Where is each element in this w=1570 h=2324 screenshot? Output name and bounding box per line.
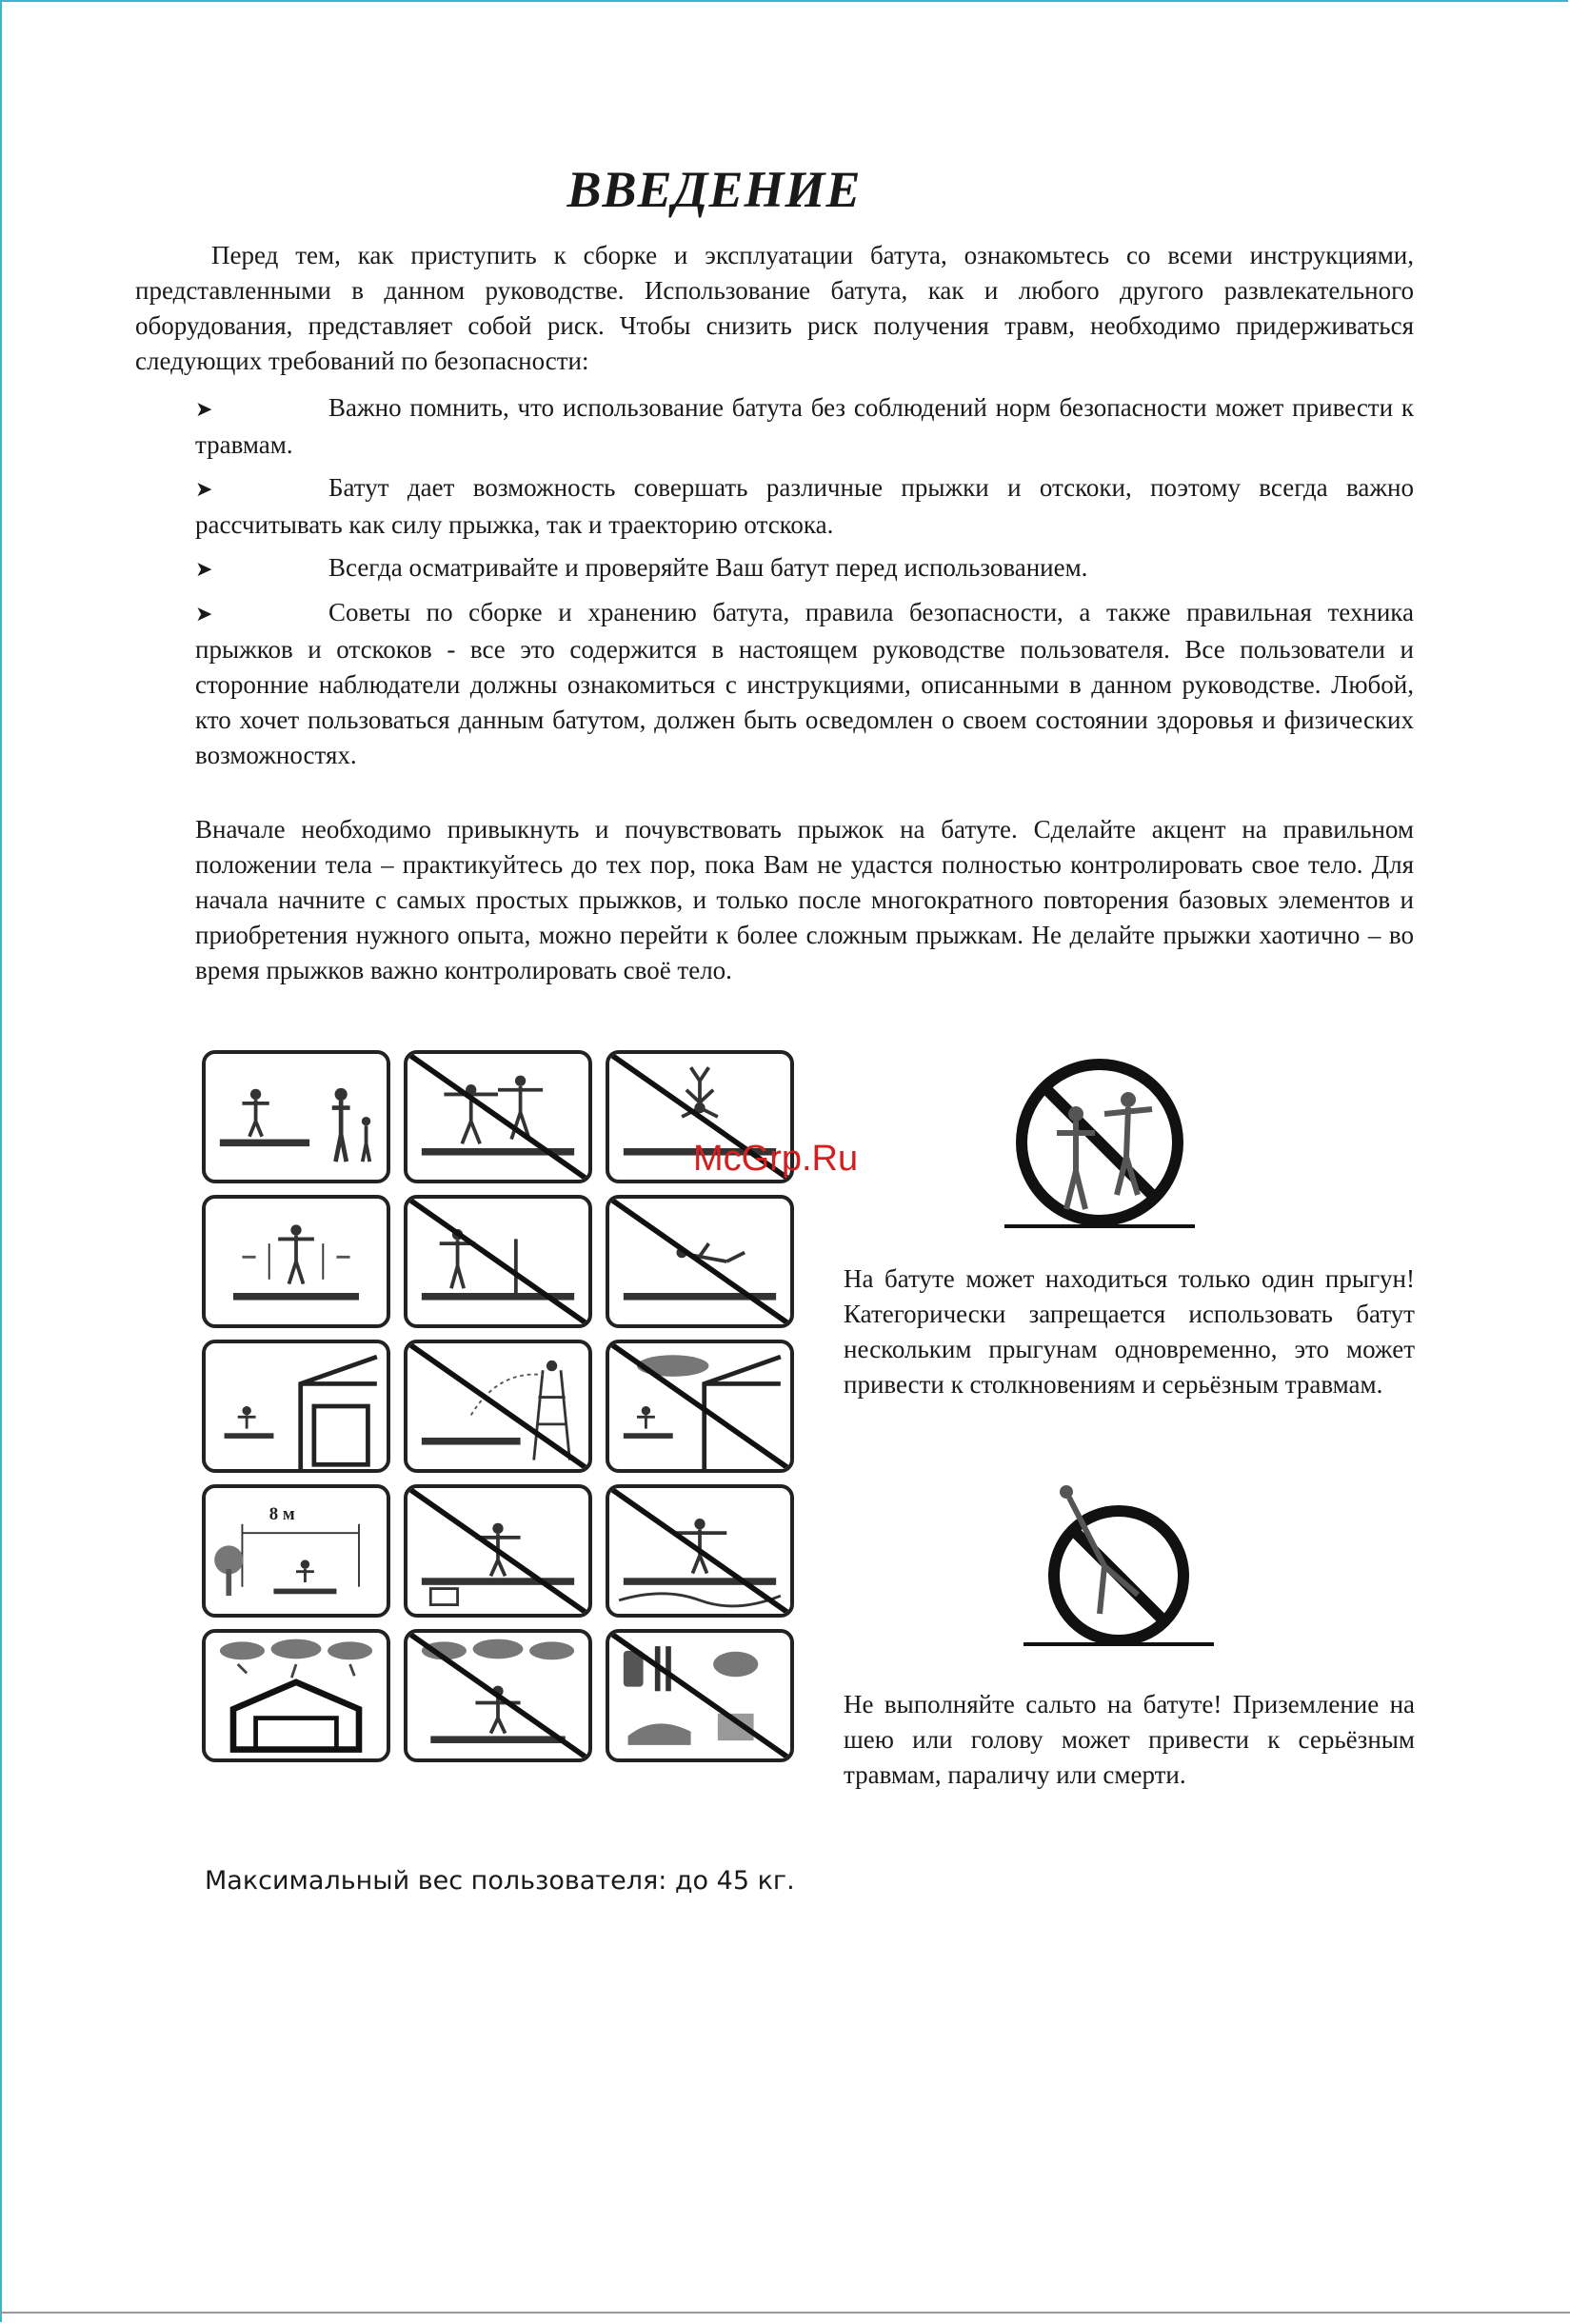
pictogram-no-objects-under (404, 1484, 592, 1618)
arrow-bullet-icon: ➤ (195, 398, 213, 422)
list-item-text: Всегда осматривайте и проверяйте Ваш батут перед использованием. (328, 553, 1088, 582)
pictogram-no-shoes-pets-sharp-objects (606, 1629, 794, 1762)
pictogram-no-trampoline-under-roof (606, 1340, 794, 1473)
footer-divider (0, 2312, 1570, 2314)
pictogram-no-jump-in-bad-weather (404, 1629, 592, 1762)
pictogram-safe-distance (202, 1484, 390, 1618)
list-item-text: Советы по сборке и хранению батута, правила безопасности, а также правильная техника прыжков и отскоков - все это содержится в настоящем руководстве пользователя. Все пользователи и сторонние наблюдатели должны ознакомиться с инструкциями, описанными в данном руководстве. Любой, кто хочет пользоваться данным батутом, должен быть осведомлен о своем состоянии здоровья и физических возможностях. (195, 598, 1414, 769)
no-somersault-sign-icon (1023, 1480, 1214, 1657)
pictogram-no-lying-jump (606, 1195, 794, 1328)
pictogram-store-in-bad-weather (202, 1629, 390, 1762)
pictogram-supervised-jump (202, 1050, 390, 1183)
somersault-warning: Не выполняйте сальто на батуте! Приземление на шею или голову может привести к серьёзным травмам, параличу или смерти. (844, 1690, 1415, 1789)
jumping-guidance-paragraph: Вначале необходимо привыкнуть и почувствовать прыжок на батуте. Сделайте акцент на правильном положении тела – практикуйтесь до тех пор, пока Вам не удастся полностью контролировать свое тело. Для начала начните с самых простых прыжков, и только после многократного повторения базовых элементов и приобретения нужного опыта, можно перейти к более сложным прыжкам. Не делайте прыжки хаотично – во время прыжков важно контролировать своё тело. (195, 815, 1414, 984)
distance-label: 8 м (268, 1504, 295, 1524)
list-item (195, 470, 1414, 543)
arrow-bullet-icon: ➤ (195, 558, 213, 582)
pictogram-no-multiple-jumpers (404, 1050, 592, 1183)
pictogram-no-jump-near-obstacle (404, 1195, 592, 1328)
pictogram-trampoline-clearance (202, 1340, 390, 1473)
list-item (195, 595, 1414, 773)
intro-paragraph: Перед тем, как приступить к сборке и эксплуатации батута, ознакомьтесь со всеми инструкциями, представленными в данном руководстве. Использование батута, как и любого другого развлекательного оборудования, представляет собой риск. Чтобы снизить риск получения травм, необходимо придерживаться следующих требований по безопасности: (135, 241, 1414, 375)
watermark: McGrp.Ru (693, 1139, 859, 1179)
no-multiple-jumpers-sign-icon (1004, 1057, 1195, 1233)
pictogram-no-uneven-ground (606, 1484, 794, 1618)
safety-list (195, 390, 1414, 781)
max-weight-note: Максимальный вес пользователя: до 45 кг. (205, 1866, 795, 1896)
list-item (195, 550, 1414, 587)
list-item-text: Батут дает возможность совершать различные прыжки и отскоки, поэтому всегда важно рассчитывать как силу прыжка, так и траекторию отскока. (195, 473, 1414, 539)
arrow-bullet-icon: ➤ (195, 478, 213, 502)
page-title: ВВЕДЕНИЕ (566, 161, 862, 218)
pictogram-jump-center (202, 1195, 390, 1328)
pictogram-no-jump-from-height (404, 1340, 592, 1473)
list-item (195, 390, 1414, 463)
arrow-bullet-icon: ➤ (195, 603, 213, 626)
one-jumper-warning: На батуте может находиться только один прыгун! Категорически запрещается использовать батут нескольким прыгунам одновременно, это может привести к столкновениям и серьёзным травмам. (844, 1264, 1415, 1399)
list-item-text: Важно помнить, что использование батута без соблюдений норм безопасности может привести к травмам. (195, 393, 1414, 459)
